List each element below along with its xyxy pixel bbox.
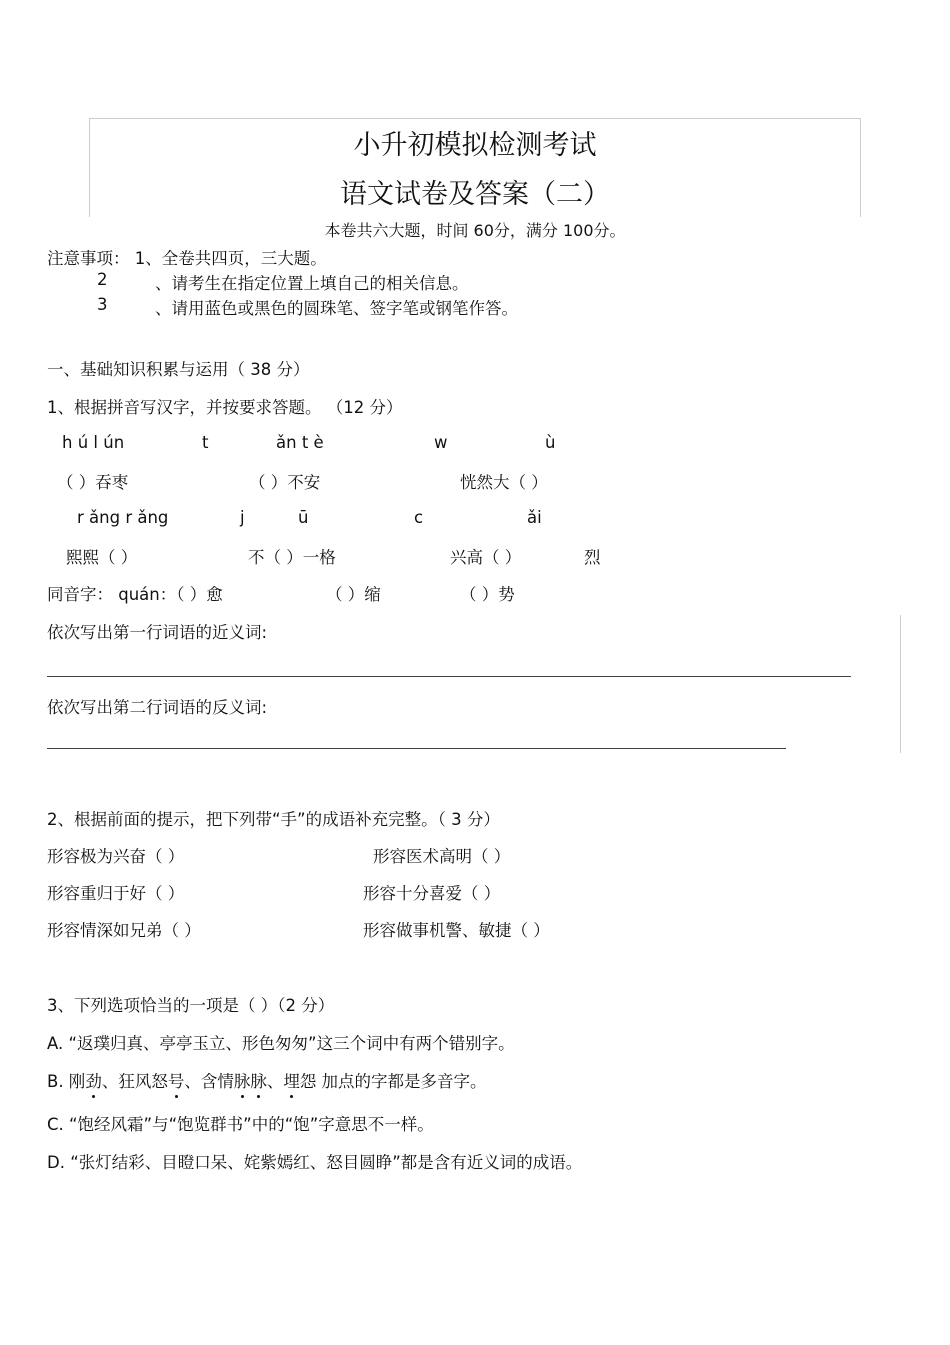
pinyin: j: [240, 508, 245, 527]
dotted-char: 脉: [250, 1068, 267, 1092]
page-title: 小升初模拟检测考试: [353, 130, 597, 161]
pinyin: ù: [545, 433, 556, 452]
option-d[interactable]: D. “张灯结彩、目瞪口呆、姹紫嫣红、怒目圆睁”都是含有近义词的成语。: [47, 1153, 583, 1172]
homophone-blank[interactable]: （ ）缩: [326, 585, 381, 604]
option-b-text: 、含情: [184, 1072, 234, 1091]
idiom-blank[interactable]: 形容十分喜爱（ ）: [363, 884, 501, 903]
dotted-char: 埋: [283, 1068, 300, 1092]
margin-divider: [900, 615, 901, 753]
answer-line[interactable]: [47, 748, 786, 749]
homophone-blank[interactable]: （ ）势: [460, 585, 515, 604]
option-b[interactable]: [47, 1068, 487, 1092]
question-1-prompt: 1、根据拼音写汉字，并按要求答题。 （12 分）: [47, 398, 403, 417]
option-b-text: 怨 加点的字都是多音字。: [299, 1072, 487, 1091]
pinyin: t: [202, 433, 209, 452]
blank-word[interactable]: 不（ ）一格: [248, 548, 336, 567]
exam-info: 本卷共六大题，时间 60分，满分 100分。: [324, 221, 626, 240]
notice-line-3: 、请用蓝色或黑色的圆珠笔、签字笔或钢笔作答。: [155, 299, 518, 318]
pinyin: w: [434, 433, 448, 452]
question-3-prompt: 3、下列选项恰当的一项是（ ）（2 分）: [47, 996, 335, 1015]
section-heading: 一、基础知识积累与运用（ 38 分）: [47, 360, 310, 379]
page-subtitle: 语文试卷及答案（二）: [340, 179, 610, 210]
blank-word[interactable]: （ ）吞枣: [57, 473, 129, 492]
notice-num-3: 3: [97, 295, 108, 314]
pinyin: ǎi: [527, 508, 542, 527]
synonym-prompt: 依次写出第一行词语的近义词:: [47, 623, 268, 642]
pinyin: h ú l ún: [62, 433, 125, 452]
blank-word[interactable]: 熙熙（ ）: [66, 548, 138, 567]
idiom-blank[interactable]: 形容重归于好（ ）: [47, 884, 185, 903]
notice-num-2: 2: [97, 270, 108, 289]
option-c[interactable]: C. “饱经风霜”与“饱览群书”中的“饱”字意思不一样。: [47, 1115, 434, 1134]
pinyin: ū: [298, 508, 309, 527]
pinyin: r ǎng r ǎng: [77, 508, 169, 527]
blank-word[interactable]: 兴高（ ）: [450, 548, 522, 567]
answer-line[interactable]: [47, 676, 851, 677]
option-b-text: 、狂风怒: [101, 1072, 168, 1091]
word-suffix: 烈: [584, 548, 601, 567]
blank-word[interactable]: 恍然大（ ）: [460, 473, 548, 492]
notice-line-2: 、请考生在指定位置上填自己的相关信息。: [155, 274, 469, 293]
blank-word[interactable]: （ ）不安: [249, 473, 321, 492]
idiom-blank[interactable]: 形容极为兴奋（ ）: [47, 847, 185, 866]
pinyin: c: [414, 508, 424, 527]
notice-line-1: 注意事项： 1、全卷共四页，三大题。: [47, 249, 327, 268]
dotted-char: 号: [168, 1068, 185, 1092]
pinyin: ǎn t è: [276, 433, 324, 452]
homophone-blank[interactable]: 同音字： quán：（ ）愈: [47, 585, 223, 604]
dotted-char: 脉: [234, 1068, 251, 1092]
option-b-text: B. 刚: [47, 1072, 86, 1091]
antonym-prompt: 依次写出第二行词语的反义词:: [47, 698, 268, 717]
idiom-blank[interactable]: 形容医术高明（ ）: [373, 847, 511, 866]
question-2-prompt: 2、根据前面的提示，把下列带“手”的成语补充完整。（ 3 分）: [47, 810, 500, 829]
idiom-blank[interactable]: 形容做事机警、敏捷（ ）: [363, 921, 550, 940]
idiom-blank[interactable]: 形容情深如兄弟（ ）: [47, 921, 201, 940]
option-b-text: 、: [266, 1072, 284, 1091]
option-a[interactable]: A. “返璞归真、亭亭玉立、形色匆匆”这三个词中有两个错别字。: [47, 1034, 515, 1053]
dotted-char: 劲: [85, 1068, 102, 1092]
